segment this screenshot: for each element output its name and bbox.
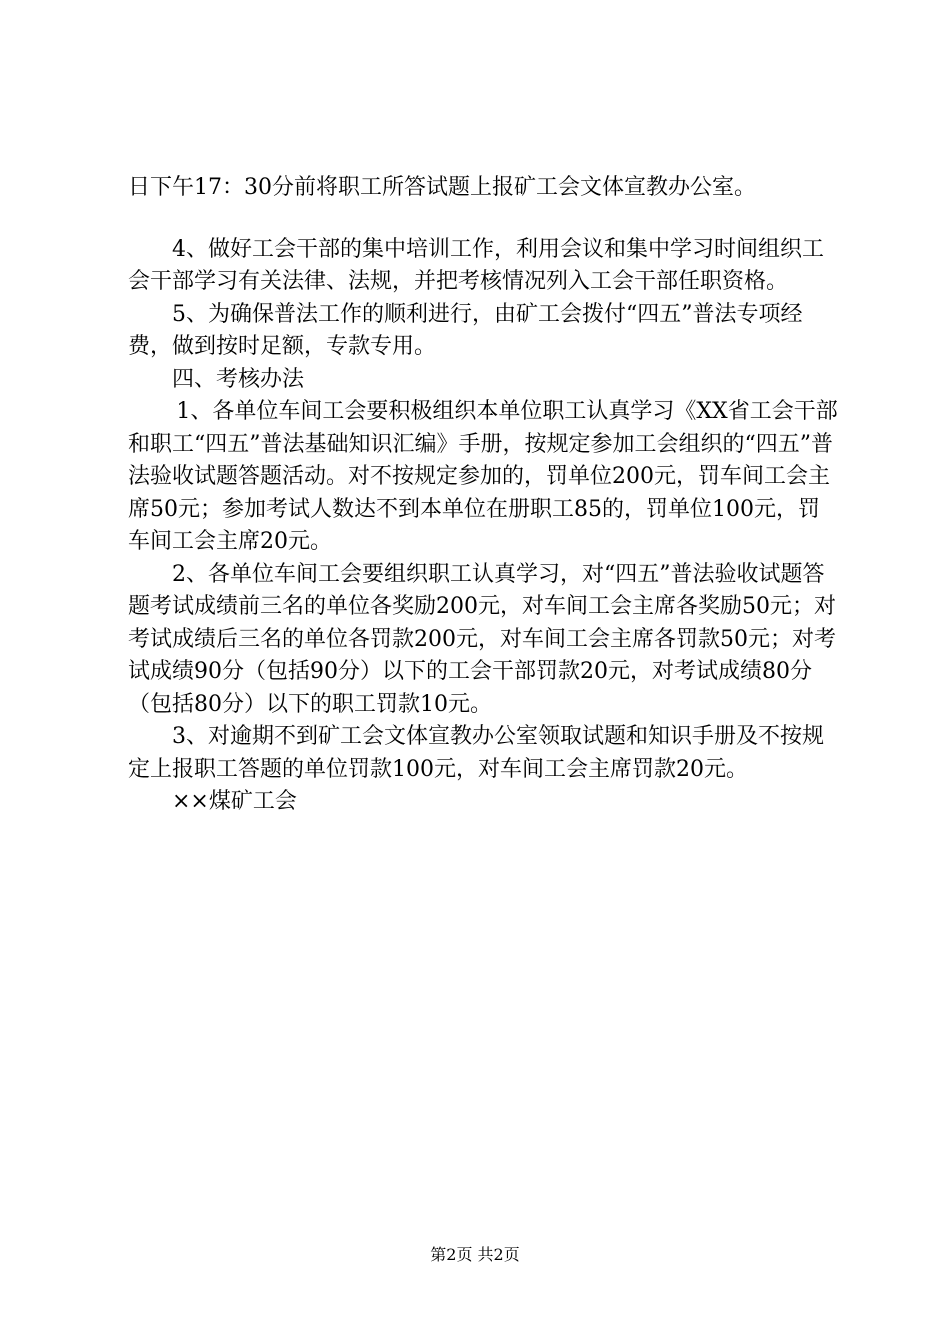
paragraph-assessment-item-3: 3、对逾期不到矿工会文体宣教办公室领取试题和知识手册及不按规定上报职工答题的单位罚款100元，对车间工会主席罚款20元。 <box>128 724 824 782</box>
paragraph-item-4-training: 4、做好工会干部的集中培训工作，利用会议和集中学习时间组织工会干部学习有关法律、法规，并把考核情况列入工会干部任职资格。 <box>128 236 824 294</box>
paragraph-item-5-funding: 5、为确保普法工作的顺利进行，由矿工会拨付“四五”普法专项经费，做到按时足额，专款专用。 <box>128 301 803 359</box>
section-heading-assessment: 四、考核办法 <box>172 366 305 392</box>
page-number-footer: 第2页 共2页 <box>430 1245 520 1264</box>
paragraph-assessment-item-2: 2、各单位车间工会要组织职工认真学习，对“四五”普法验收试题答题考试成绩前三名的单位各奖励200元，对车间工会主席各奖励50元；对考试成绩后三名的单位各罚款200元，对车间工会主席各罚款50元；对考试成绩90分（包括90分）以下的工会干部罚款20元，对考试成绩80分（包括80分）以下的职工罚款10元。 <box>128 561 836 717</box>
paragraph-assessment-item-1: 1、各单位车间工会要积极组织本单位职工认真学习《XX省工会干部和职工“四五”普法基础知识汇编》手册，按规定参加工会组织的“四五”普法验收试题答题活动。对不按规定参加的，罚单位200元，罚车间工会主席50元；参加考试人数达不到本单位在册职工85的，罚单位100元，罚车间工会主席20元。 <box>128 399 838 554</box>
document-body <box>128 172 840 819</box>
paragraph-deadline: 日下午17：30分前将职工所答试题上报矿工会文体宣教办公室。 <box>128 175 756 200</box>
signature-line: ××煤矿工会 <box>172 789 297 814</box>
